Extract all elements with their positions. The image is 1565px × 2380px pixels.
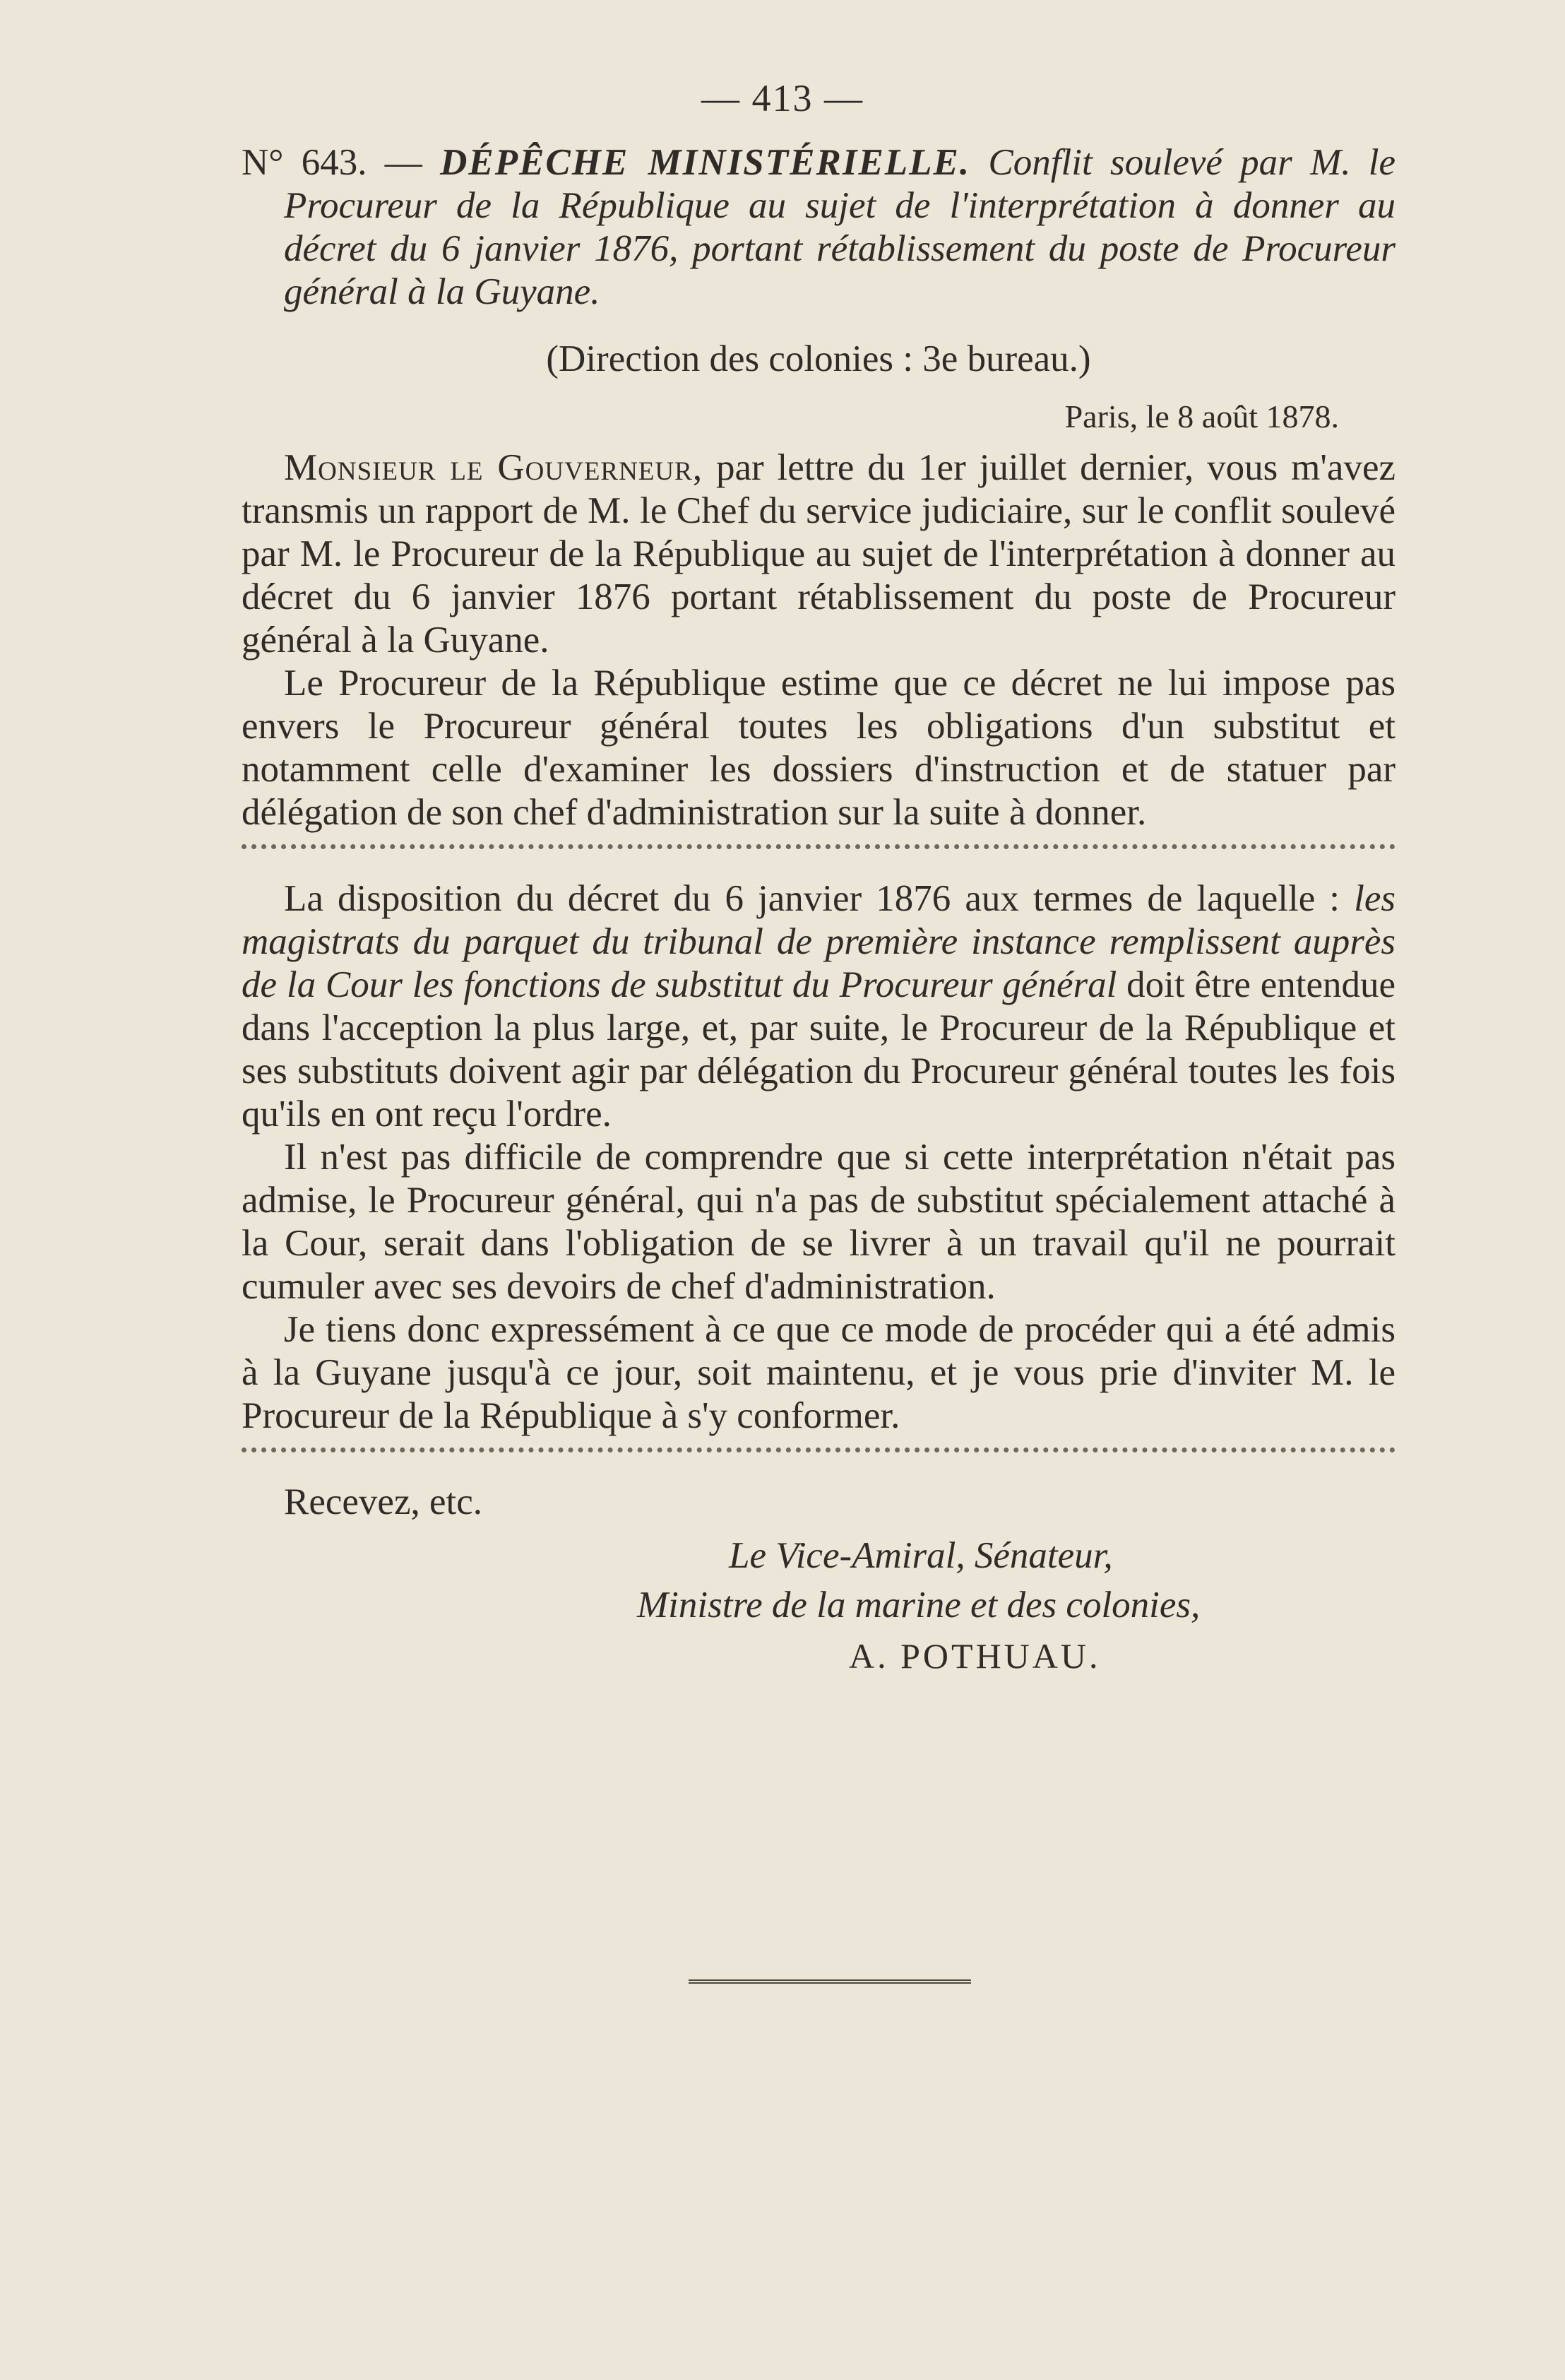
paragraph-3-end: doit être entendue dans l'acception la plus large, et, par suite, le Procureur de la République et ses substituts doivent agir par délégation du Procureur général toutes les fois qu'ils en ont reçu l'ordre. bbox=[242, 964, 1396, 1135]
date-line: Paris, le 8 août 1878. bbox=[1064, 398, 1339, 434]
direction-line: (Direction des colonies : 3e bureau.) bbox=[546, 338, 1091, 379]
page-number: — 413 — bbox=[701, 77, 864, 119]
body-text bbox=[242, 338, 1396, 1682]
closing: Recevez, etc. bbox=[284, 1481, 482, 1522]
signature-line-1: Le Vice-Amiral, Sénateur, bbox=[729, 1535, 1113, 1576]
signature-block bbox=[637, 1531, 1396, 1682]
paragraph-2: Le Procureur de la République estime que ce décret ne lui impose pas envers le Procureur général toutes les obligations d'un substitut et notamment celle d'examiner les dossiers d'instruction et de statuer par délégation de son chef d'administration sur la suite à donner. bbox=[242, 663, 1396, 833]
paragraph-1 bbox=[242, 446, 1396, 662]
paragraph-1-text: par lettre du 1er juillet dernier, vous m'avez transmis un rapport de M. le Chef du service judiciaire, sur le conflit soulevé par M. le Procureur de la République au sujet de l'interprétation à donner au décret du 6 janvier 1876 portant rétablissement du poste de Procureur général à la Guyane. bbox=[242, 447, 1396, 661]
salutation: Monsieur le Gouverneur, bbox=[284, 447, 703, 488]
paragraph-4: Il n'est pas difficile de comprendre que si cette interprétation n'était pas admise, le Procureur général, qui n'a pas de substitut spécialement attaché à la Cour, serait dans l'obligation de se livrer à un travail qu'il ne pourrait cumuler avec ses devoirs de chef d'administration. bbox=[242, 1137, 1396, 1307]
paragraph-5: Je tiens donc expressément à ce que ce mode de procéder qui a été admis à la Guyane jusqu'à ce jour, soit maintenu, et je vous prie d'inviter M. le Procureur de la République à s'y conformer. bbox=[242, 1309, 1396, 1436]
closing-rule bbox=[689, 1979, 971, 1984]
paragraph-3-start: La disposition du décret du 6 janvier 1876 aux termes de laquelle : bbox=[284, 878, 1355, 919]
paragraph-3 bbox=[242, 877, 1396, 1136]
signature-name: A. POTHUAU. bbox=[849, 1636, 1101, 1676]
ellipsis-divider bbox=[242, 844, 1396, 870]
ellipsis-divider bbox=[242, 1447, 1396, 1474]
signature-line-2: Ministre de la marine et des colonies, bbox=[637, 1585, 1201, 1626]
dispatch-type: DÉPÊCHE MINISTÉRIELLE. bbox=[440, 142, 971, 183]
dispatch-subject: Conflit soulevé par M. le Procureur de la République au sujet de l'interprétation à donner au décret du 6 janvier 1876, portant rétablissement du poste de Procureur général à la Guyane. bbox=[284, 142, 1396, 312]
paragraph-3-quote: les magistrats du parquet du tribunal de première instance remplissent auprès de la Cour les fonctions de substitut du Procureur général bbox=[242, 878, 1396, 1005]
heading-dash: — bbox=[367, 142, 441, 183]
dispatch-number: N° 643. bbox=[242, 142, 367, 183]
dispatch-heading bbox=[242, 141, 1396, 314]
